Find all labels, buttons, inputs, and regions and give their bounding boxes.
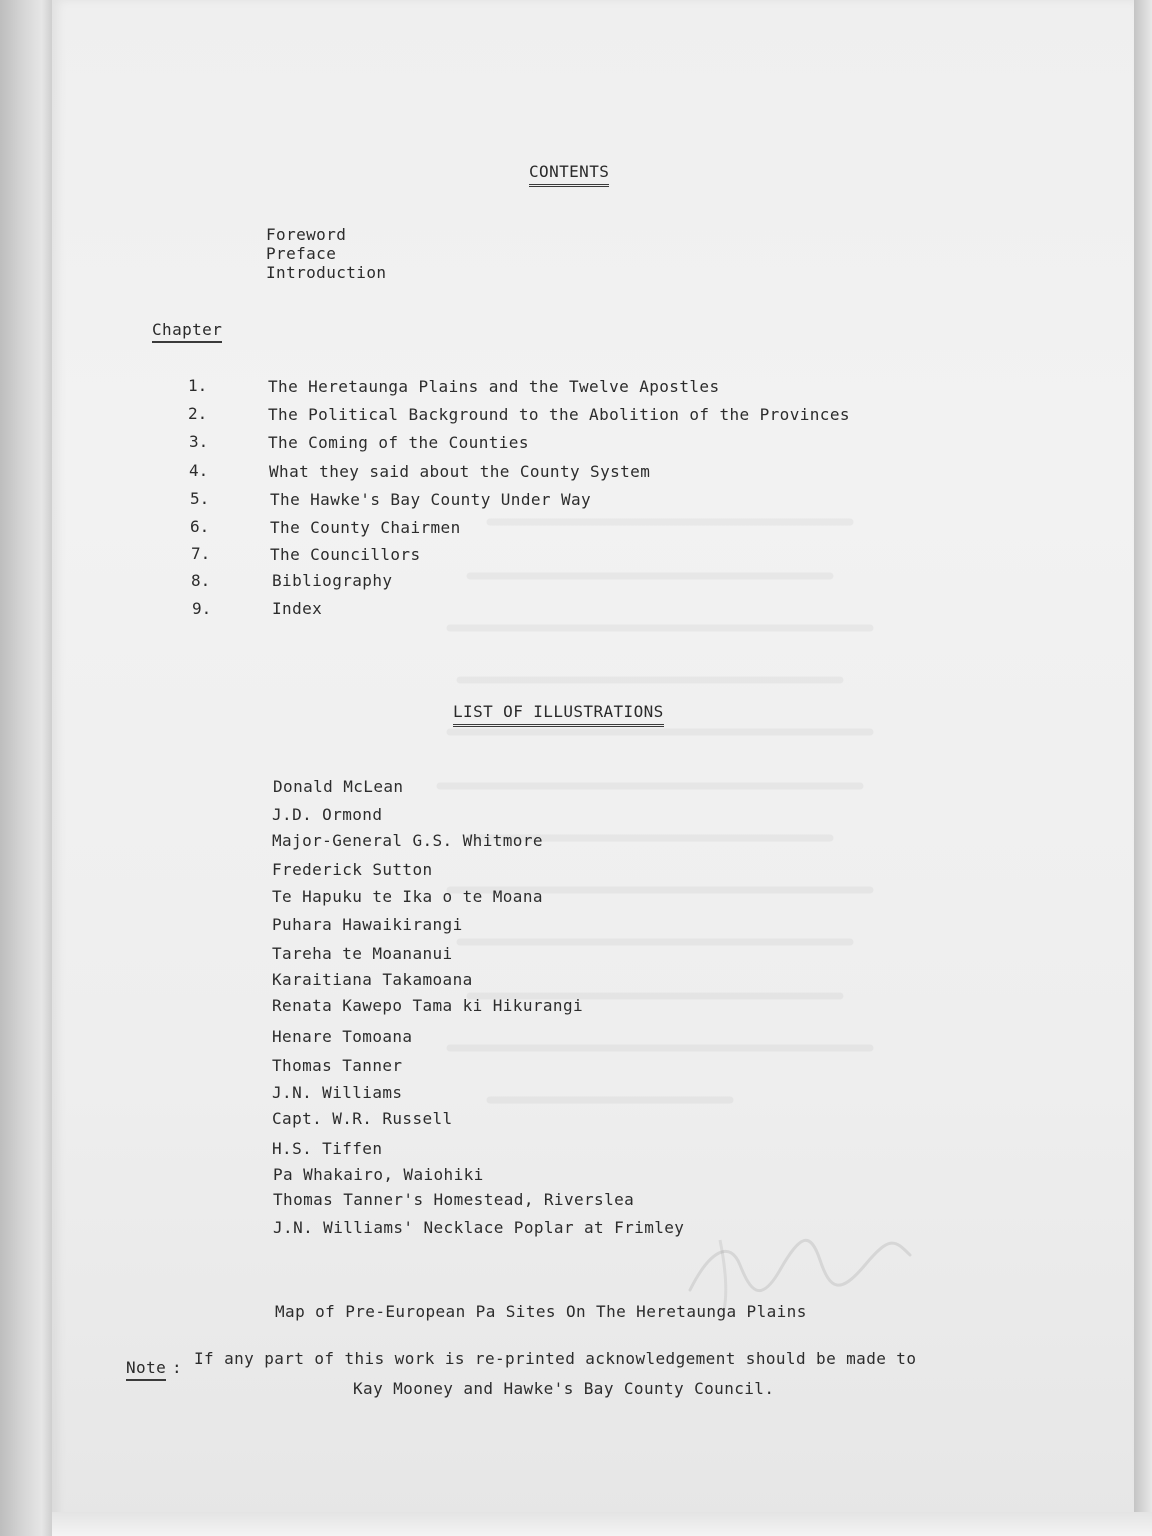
chapter-number: 9. (192, 599, 212, 618)
chapter-number: 8. (191, 571, 211, 590)
show-through-texture (430, 510, 910, 1210)
front-matter-introduction: Introduction (266, 263, 387, 282)
note-label: Note (126, 1358, 166, 1381)
illustration-item: Te Hapuku te Ika o te Moana (272, 887, 543, 906)
illustration-item: J.D. Ormond (272, 805, 383, 824)
illustration-item: Frederick Sutton (272, 860, 433, 879)
chapter-title: The Coming of the Counties (268, 433, 529, 452)
chapter-title: The Political Background to the Abolition of the Provinces (268, 405, 850, 424)
front-matter-preface: Preface (266, 244, 337, 263)
illustration-item: Tareha te Moananui (272, 944, 453, 963)
chapter-number: 7. (191, 544, 211, 563)
illustrations-heading: LIST OF ILLUSTRATIONS (453, 702, 664, 727)
chapter-number: 2. (188, 404, 208, 423)
illustration-item: Henare Tomoana (272, 1027, 413, 1046)
chapter-label: Chapter (152, 320, 222, 343)
note-line-2: Kay Mooney and Hawke's Bay County Council. (353, 1379, 775, 1398)
illustration-item: J.N. Williams (272, 1083, 403, 1102)
illustration-item: Donald McLean (273, 777, 404, 796)
map-item: Map of Pre-European Pa Sites On The Heretaunga Plains (275, 1302, 807, 1321)
front-matter-foreword: Foreword (266, 225, 347, 244)
illustration-item: Capt. W.R. Russell (272, 1109, 453, 1128)
illustration-item: Renata Kawepo Tama ki Hikurangi (272, 996, 584, 1015)
illustration-item: Thomas Tanner (272, 1056, 403, 1075)
chapter-title: The County Chairmen (270, 518, 461, 537)
chapter-title: What they said about the County System (269, 462, 651, 481)
page-bottom-edge (52, 1512, 1152, 1536)
note-line-1: If any part of this work is re-printed acknowledgement should be made to (194, 1349, 917, 1368)
chapter-title: The Councillors (270, 545, 421, 564)
chapter-number: 4. (189, 461, 209, 480)
previous-page-edge (0, 0, 53, 1536)
illustration-item: J.N. Williams' Necklace Poplar at Frimley (273, 1218, 685, 1237)
chapter-number: 6. (190, 517, 210, 536)
illustration-item: Puhara Hawaikirangi (272, 915, 463, 934)
illustration-item: Karaitiana Takamoana (272, 970, 473, 989)
chapter-number: 1. (188, 376, 208, 395)
note-colon: : (172, 1358, 183, 1377)
illustration-item: Thomas Tanner's Homestead, Riverslea (273, 1190, 635, 1209)
chapter-title: Bibliography (272, 571, 393, 590)
illustration-item: Pa Whakairo, Waiohiki (273, 1165, 484, 1184)
chapter-title: The Hawke's Bay County Under Way (270, 490, 592, 509)
chapter-title: Index (272, 599, 323, 618)
illustration-item: H.S. Tiffen (272, 1139, 383, 1158)
illustration-item: Major-General G.S. Whitmore (272, 831, 543, 850)
chapter-number: 3. (189, 432, 209, 451)
contents-heading: CONTENTS (529, 162, 609, 187)
chapter-title: The Heretaunga Plains and the Twelve Apostles (268, 377, 720, 396)
page-right-edge (1134, 0, 1152, 1536)
chapter-number: 5. (190, 489, 210, 508)
